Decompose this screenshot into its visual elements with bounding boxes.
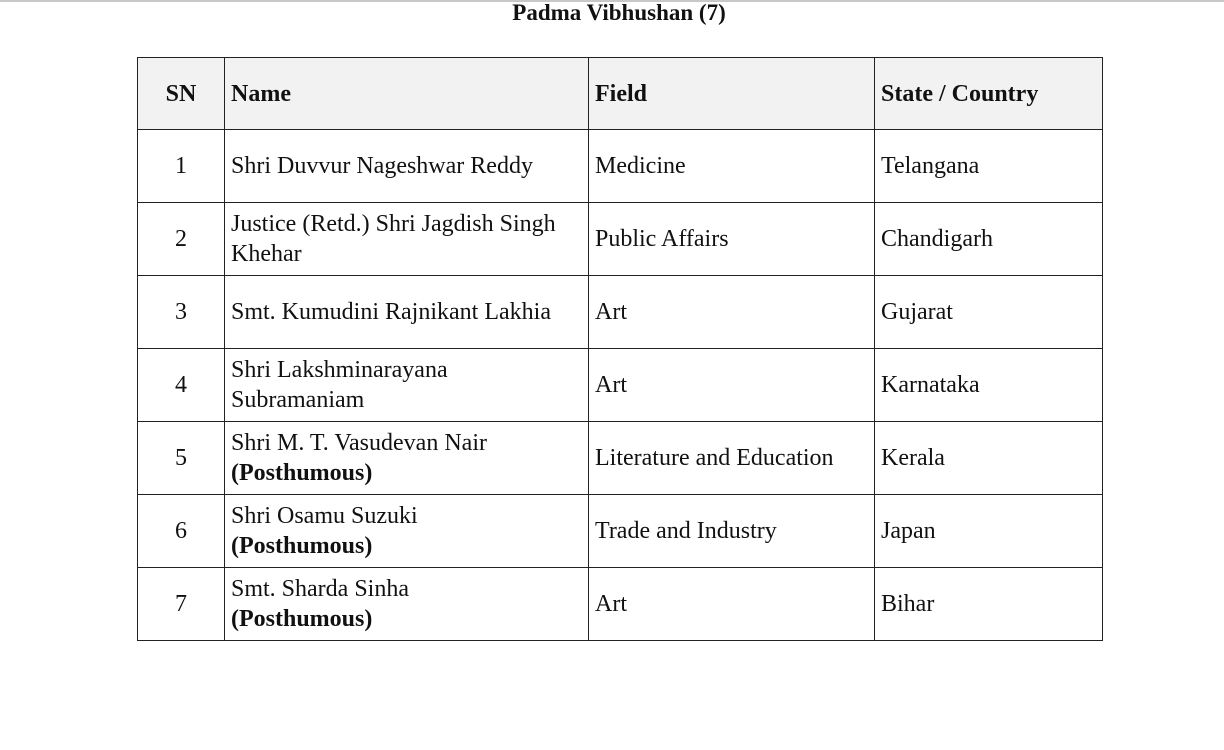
table-row	[138, 203, 1103, 276]
awardee-name: Shri M. T. Vasudevan Nair	[231, 430, 487, 456]
header-state-country: State / Country	[875, 58, 1103, 130]
posthumous-note: (Posthumous)	[231, 606, 373, 632]
cell-field: Trade and Industry	[589, 495, 875, 568]
cell-name	[225, 203, 589, 276]
cell-sn: 4	[138, 349, 225, 422]
cell-state: Japan	[875, 495, 1103, 568]
cell-sn: 7	[138, 568, 225, 641]
table-row	[138, 130, 1103, 203]
cell-state: Telangana	[875, 130, 1103, 203]
cell-name	[225, 568, 589, 641]
awardee-name: Shri Duvvur Nageshwar Reddy	[231, 153, 533, 179]
header-name: Name	[225, 58, 589, 130]
header-sn: SN	[138, 58, 225, 130]
posthumous-note: (Posthumous)	[231, 460, 373, 486]
cell-field: Art	[589, 276, 875, 349]
cell-state: Bihar	[875, 568, 1103, 641]
cell-sn: 3	[138, 276, 225, 349]
awardee-name: Shri Osamu Suzuki	[231, 503, 418, 529]
cell-state: Kerala	[875, 422, 1103, 495]
cell-sn: 6	[138, 495, 225, 568]
table-row	[138, 568, 1103, 641]
cell-field: Art	[589, 349, 875, 422]
cell-name	[225, 276, 589, 349]
cell-state: Gujarat	[875, 276, 1103, 349]
table-row	[138, 349, 1103, 422]
cell-field: Public Affairs	[589, 203, 875, 276]
table-row	[138, 495, 1103, 568]
cell-field: Medicine	[589, 130, 875, 203]
cell-name	[225, 130, 589, 203]
cell-state: Karnataka	[875, 349, 1103, 422]
cell-sn: 2	[138, 203, 225, 276]
cell-sn: 1	[138, 130, 225, 203]
cell-field: Literature and Education	[589, 422, 875, 495]
awardee-name: Justice (Retd.) Shri Jagdish Singh Khehar	[231, 211, 556, 267]
table-row	[138, 276, 1103, 349]
awardee-name: Shri Lakshminarayana Subramaniam	[231, 357, 448, 413]
document-title: Padma Vibhushan (7)	[512, 0, 726, 25]
cell-state: Chandigarh	[875, 203, 1103, 276]
cell-name	[225, 495, 589, 568]
cell-sn: 5	[138, 422, 225, 495]
awardee-name: Smt. Sharda Sinha	[231, 576, 409, 602]
cell-field: Art	[589, 568, 875, 641]
header-field: Field	[589, 58, 875, 130]
cell-name	[225, 422, 589, 495]
awardees-table	[137, 57, 1103, 641]
cell-name	[225, 349, 589, 422]
table-header-row	[138, 58, 1103, 130]
table-row	[138, 422, 1103, 495]
awardee-name: Smt. Kumudini Rajnikant Lakhia	[231, 299, 551, 325]
posthumous-note: (Posthumous)	[231, 533, 373, 559]
